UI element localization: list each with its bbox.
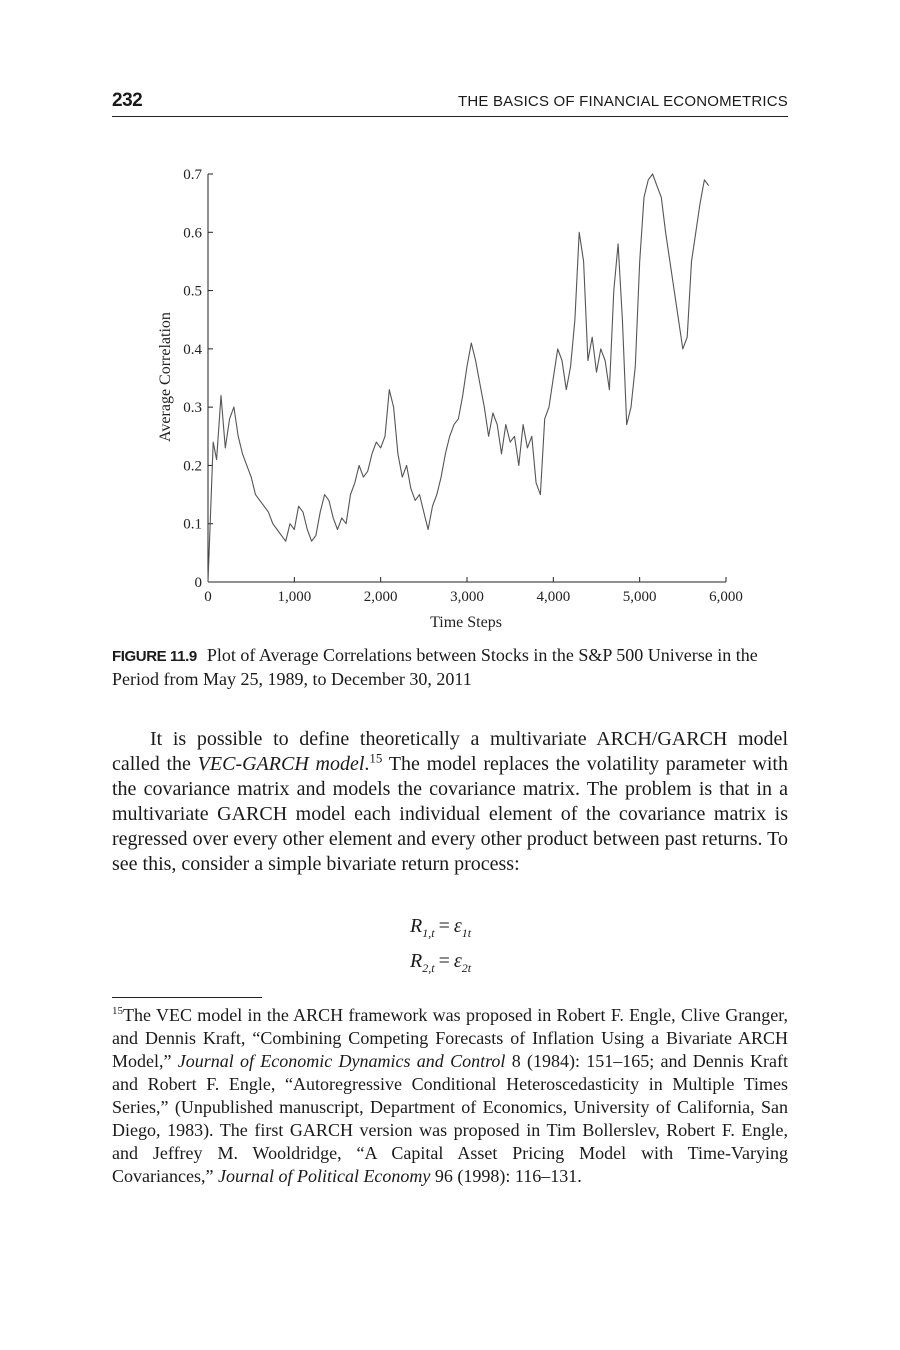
footnote-text-3: 96 (1998): 116–131. [430,1166,582,1186]
eq2-rhs-sub: 2t [461,961,472,975]
series-line-average-correlation [208,174,709,582]
y-tick-label: 0.6 [183,225,202,242]
footnote-journal-1: Journal of Economic Dynamics and Control [177,1051,506,1071]
x-tick-label: 4,000 [536,589,571,605]
y-tick-label: 0.5 [183,283,202,300]
footnote-ref-15[interactable]: 15 [369,750,383,766]
footnote-journal-2: Journal of Political Economy [217,1166,431,1186]
p1-text-a: It is possible to define theoretically a multivariate ARCH/GARCH model called the [112,728,788,775]
footnote-divider [112,997,262,998]
equation-block [410,912,471,982]
page-header [112,88,788,117]
x-axis-label: Time Steps [430,614,502,631]
footnote-text-1: The VEC model in the ARCH framework was proposed in Robert F. Engle, Clive Granger, and Dennis Kraft, “Combining Competing Forecasts of Inflation Using a Bivariate ARCH Model,” [112,1005,788,1071]
eq1-rhs-sub: 1t [461,926,472,940]
eq2-equals: = [438,950,450,972]
y-axis-label: Average Correlation [157,312,174,442]
x-tick-label: 5,000 [622,589,657,605]
p1-period: . [364,753,370,775]
equation-2 [410,947,471,982]
y-tick-label: 0.4 [183,341,202,358]
y-tick-label: 0.3 [183,400,202,417]
x-tick-label: 0 [204,589,212,605]
eq1-lhs: R [410,915,423,937]
eq1-lhs-sub: 1,t [422,926,435,940]
body-paragraph [112,727,788,877]
figure-label: FIGURE 11.9 [112,648,197,665]
figure-caption [112,644,788,691]
equation-1 [410,912,471,947]
y-tick-label: 0.2 [183,458,202,475]
footnote-text-2: 8 (1984): 151–165; and Dennis Kraft and Robert F. Engle, “Autoregressive Conditional Heteroscedasticity in Multiple Times Series,” (Unpublished manuscript, Department of Economics, University of California, San Diego, 1983). The first GARCH version was proposed in Tim Bollerslev, Robert F. Engle, and Jeffrey M. Wooldridge, “A Capital Asset Pricing Model with Time-Varying Covariances,” [112,1051,789,1186]
running-title: THE BASICS OF FINANCIAL ECONOMETRICS [457,93,788,110]
eq2-rhs: ε [453,950,462,972]
footnote-15 [112,1004,788,1188]
figure-caption-text: Plot of Average Correlations between Stocks in the S&P 500 Universe in the Period from May 25, 1989, to December 30, 2011 [112,645,758,689]
chart-axes [208,174,726,582]
eq2-lhs: R [410,950,423,972]
p1-text-b: The model replaces the volatility parameter with the covariance matrix and models the covariance matrix. The problem is that in a multivariate GARCH model each individual element of the covariance matrix is regressed over every other element and every other product between past returns. To see this, consider a simple bivariate return process: [112,753,788,875]
eq2-lhs-sub: 2,t [422,961,435,975]
footnote-number: 15 [112,1005,123,1017]
x-tick-label: 3,000 [450,589,484,605]
y-tick-label: 0.1 [183,516,202,533]
y-tick-label: 0.7 [183,167,202,183]
average-correlation-chart [150,160,760,640]
paragraph-1 [112,727,788,877]
y-axis-ticks [183,167,213,591]
x-tick-label: 1,000 [277,589,312,605]
x-axis-ticks [204,577,743,605]
x-tick-label: 6,000 [709,589,743,605]
p1-model-name: VEC-GARCH model [197,753,365,775]
eq1-equals: = [438,915,450,937]
x-tick-label: 2,000 [363,589,398,605]
chart-series [208,174,709,582]
eq1-rhs: ε [453,915,462,937]
y-tick-label: 0 [194,575,202,591]
page-number: 232 [112,90,143,111]
